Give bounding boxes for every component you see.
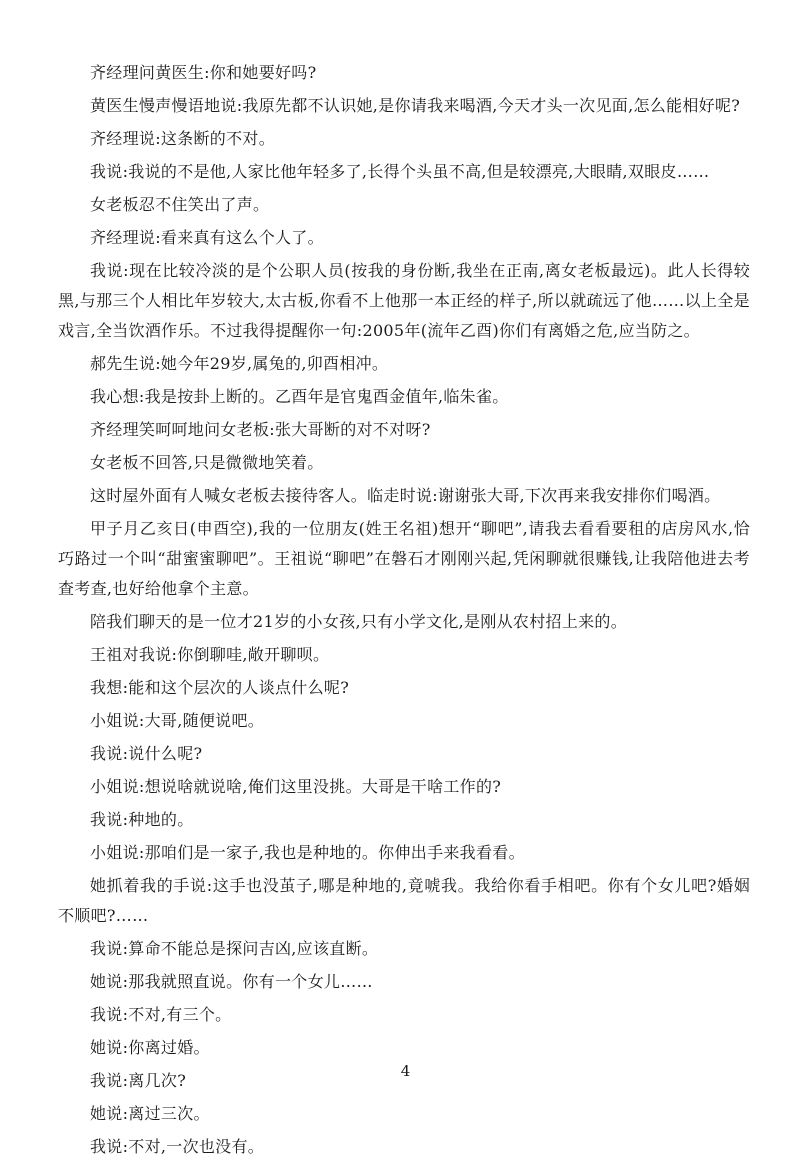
paragraph: 我说:说什么呢? xyxy=(90,744,203,763)
paragraph: 我说:现在比较冷淡的是个公职人员(按我的身份断,我坐在正南,离女老板最远)。此人长得较黑,与那三个人相比年岁较大,太古板,你看不上他那一本正经的样子,所以就疏远了他……以上全是戏言,全当饮酒作乐。不过我得提醒你一句:2005年(流年乙酉)你们有离婚之危,应当防之。 xyxy=(58,261,750,340)
paragraph: 甲子月乙亥日(申酉空),我的一位朋友(姓王名祖)想开“聊吧”,请我去看看要租的店房风水,恰巧路过一个叫“甜蜜蜜聊吧”。王祖说“聊吧”在磐石才刚刚兴起,凭闲聊就很赚钱,让我陪他进去考查考查,也好给他拿个主意。 xyxy=(58,519,750,598)
paragraph: 黄医生慢声慢语地说:我原先都不认识她,是你请我来喝酒,今天才头一次见面,怎么能相好呢? xyxy=(90,96,741,115)
paragraph: 我说:我说的不是他,人家比他年轻多了,长得个头虽不高,但是较漂亮,大眼睛,双眼皮…… xyxy=(90,162,710,181)
paragraph: 我心想:我是按卦上断的。乙酉年是官鬼酉金值年,临朱雀。 xyxy=(90,387,509,406)
paragraph: 小姐说:想说啥就说啥,俺们这里没挑。大哥是干啥工作的? xyxy=(90,777,502,796)
paragraph: 我说:不对,一次也没有。 xyxy=(90,1137,265,1156)
paragraph: 齐经理笑呵呵地问女老板:张大哥断的对不对呀? xyxy=(90,420,431,439)
paragraph: 齐经理说:看来真有这么个人了。 xyxy=(90,228,324,247)
paragraph: 我想:能和这个层次的人谈点什么呢? xyxy=(90,678,350,697)
paragraph: 她说:你离过婚。 xyxy=(90,1038,210,1057)
page-body xyxy=(58,58,750,1165)
paragraph: 郝先生说:她今年29岁,属兔的,卯酉相冲。 xyxy=(90,354,389,373)
paragraph: 她说:离过三次。 xyxy=(90,1104,210,1123)
paragraph: 女老板忍不住笑出了声。 xyxy=(90,195,270,214)
paragraph: 她说:那我就照直说。你有一个女儿…… xyxy=(90,972,373,991)
paragraph: 我说:种地的。 xyxy=(90,810,194,829)
paragraph: 王祖对我说:你倒聊哇,敞开聊呗。 xyxy=(90,645,330,664)
paragraph: 我说:算命不能总是探问吉凶,应该直断。 xyxy=(90,939,379,958)
paragraph: 陪我们聊天的是一位才21岁的小女孩,只有小学文化,是刚从农村招上来的。 xyxy=(90,612,628,631)
paragraph: 齐经理说:这条断的不对。 xyxy=(90,129,275,148)
page-number: 4 xyxy=(400,1062,411,1080)
paragraph: 我说:不对,有三个。 xyxy=(90,1005,232,1024)
paragraph: 齐经理问黄医生:你和她要好吗? xyxy=(90,63,317,82)
paragraph: 她抓着我的手说:这手也没茧子,哪是种地的,竟唬我。我给你看手相吧。你有个女儿吧?婚姻不顺吧?…… xyxy=(58,876,750,925)
paragraph: 小姐说:那咱们是一家子,我也是种地的。你伸出手来我看看。 xyxy=(90,843,525,862)
paragraph: 这时屋外面有人喊女老板去接待客人。临走时说:谢谢张大哥,下次再来我安排你们喝酒。 xyxy=(90,486,721,505)
paragraph: 小姐说:大哥,随便说吧。 xyxy=(90,711,265,730)
paragraph: 我说:离几次? xyxy=(90,1071,187,1090)
paragraph: 女老板不回答,只是微微地笑着。 xyxy=(90,453,324,472)
